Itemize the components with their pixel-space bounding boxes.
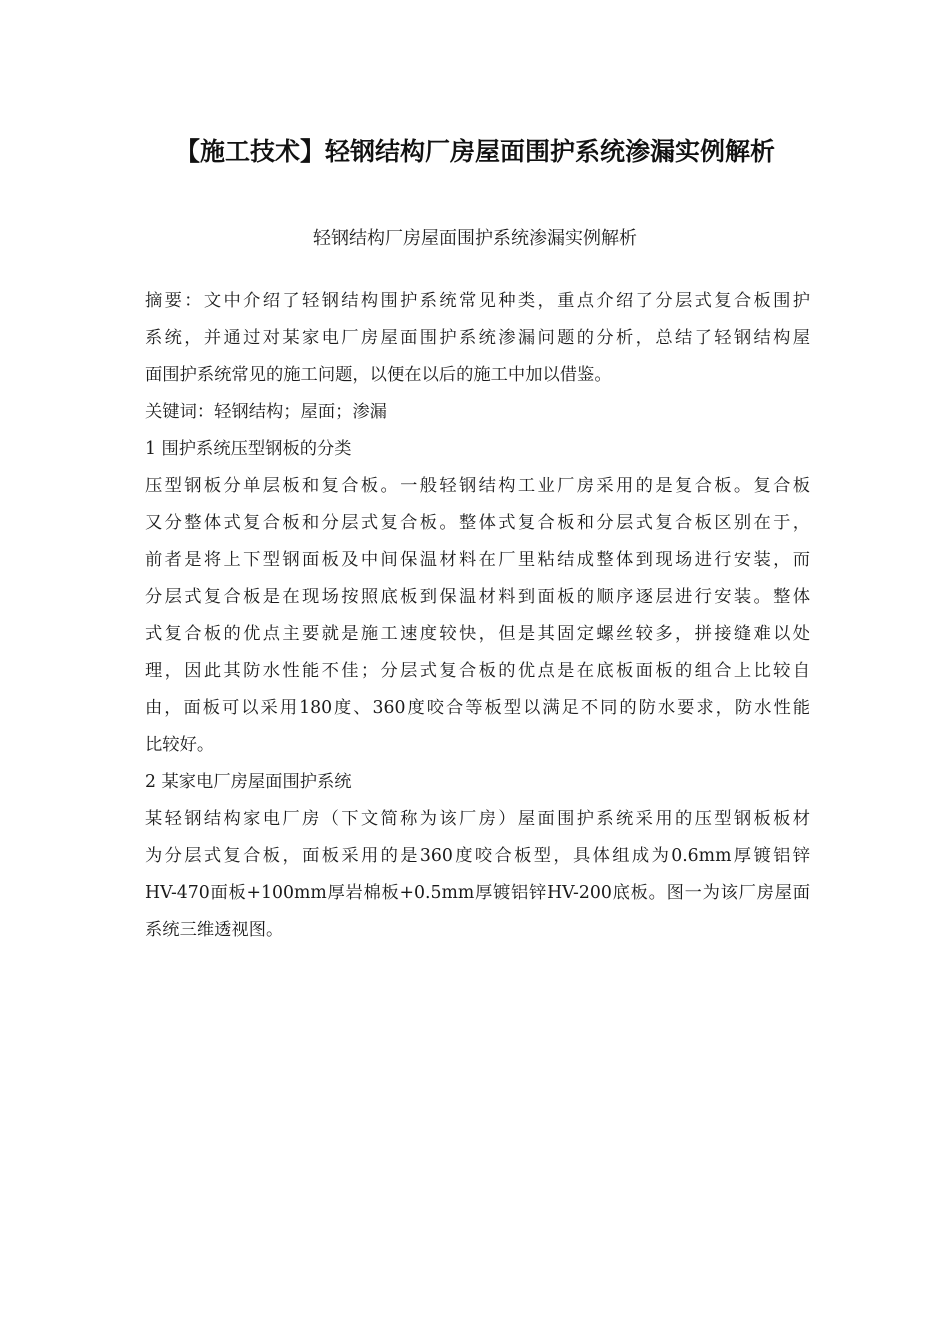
section-1-line-5: 式复合板的优点主要就是施工速度较快，但是其固定螺丝较多，拼接缝难以处 bbox=[145, 624, 810, 644]
section-1-line-1: 压型钢板分单层板和复合板。一般轻钢结构工业厂房采用的是复合板。复合板 bbox=[145, 476, 810, 496]
section-1-line-3: 前者是将上下型钢面板及中间保温材料在厂里粘结成整体到现场进行安装，而 bbox=[145, 550, 810, 570]
section-1-line-8: 比较好。 bbox=[145, 735, 215, 755]
section-2-heading: 2 某家电厂房屋面围护系统 bbox=[145, 772, 352, 792]
keywords-line: 关键词：轻钢结构；屋面；渗漏 bbox=[145, 402, 387, 422]
section-1-line-2: 又分整体式复合板和分层式复合板。整体式复合板和分层式复合板区别在于， bbox=[145, 513, 810, 533]
section-2-line-3: HV-470面板+100mm厚岩棉板+0.5mm厚镀铝锌HV-200底板。图一为该厂房屋面 bbox=[145, 883, 810, 903]
section-1-line-4: 分层式复合板是在现场按照底板到保温材料到面板的顺序逐层进行安装。整体 bbox=[145, 587, 810, 607]
section-1-line-7: 由，面板可以采用180度、360度咬合等板型以满足不同的防水要求，防水性能 bbox=[145, 698, 810, 718]
section-1-heading: 1 围护系统压型钢板的分类 bbox=[145, 439, 352, 459]
section-2-line-4: 系统三维透视图。 bbox=[145, 920, 284, 940]
document-title: 【施工技术】轻钢结构厂房屋面围护系统渗漏实例解析 bbox=[174, 137, 775, 166]
section-2-line-1: 某轻钢结构家电厂房（下文简称为该厂房）屋面围护系统采用的压型钢板板材 bbox=[145, 809, 810, 829]
article-body bbox=[145, 283, 810, 949]
article-subtitle: 轻钢结构厂房屋面围护系统渗漏实例解析 bbox=[313, 228, 637, 249]
section-2-line-2: 为分层式复合板，面板采用的是360度咬合板型，具体组成为0.6mm厚镀铝锌 bbox=[145, 846, 810, 866]
abstract-line-3: 面围护系统常见的施工问题，以便在以后的施工中加以借鉴。 bbox=[145, 365, 612, 385]
section-1-line-6: 理，因此其防水性能不佳；分层式复合板的优点是在底板面板的组合上比较自 bbox=[145, 661, 810, 681]
abstract-line-1: 摘要：文中介绍了轻钢结构围护系统常见种类，重点介绍了分层式复合板围护 bbox=[145, 291, 810, 311]
abstract-line-2: 系统，并通过对某家电厂房屋面围护系统渗漏问题的分析，总结了轻钢结构屋 bbox=[145, 328, 810, 348]
